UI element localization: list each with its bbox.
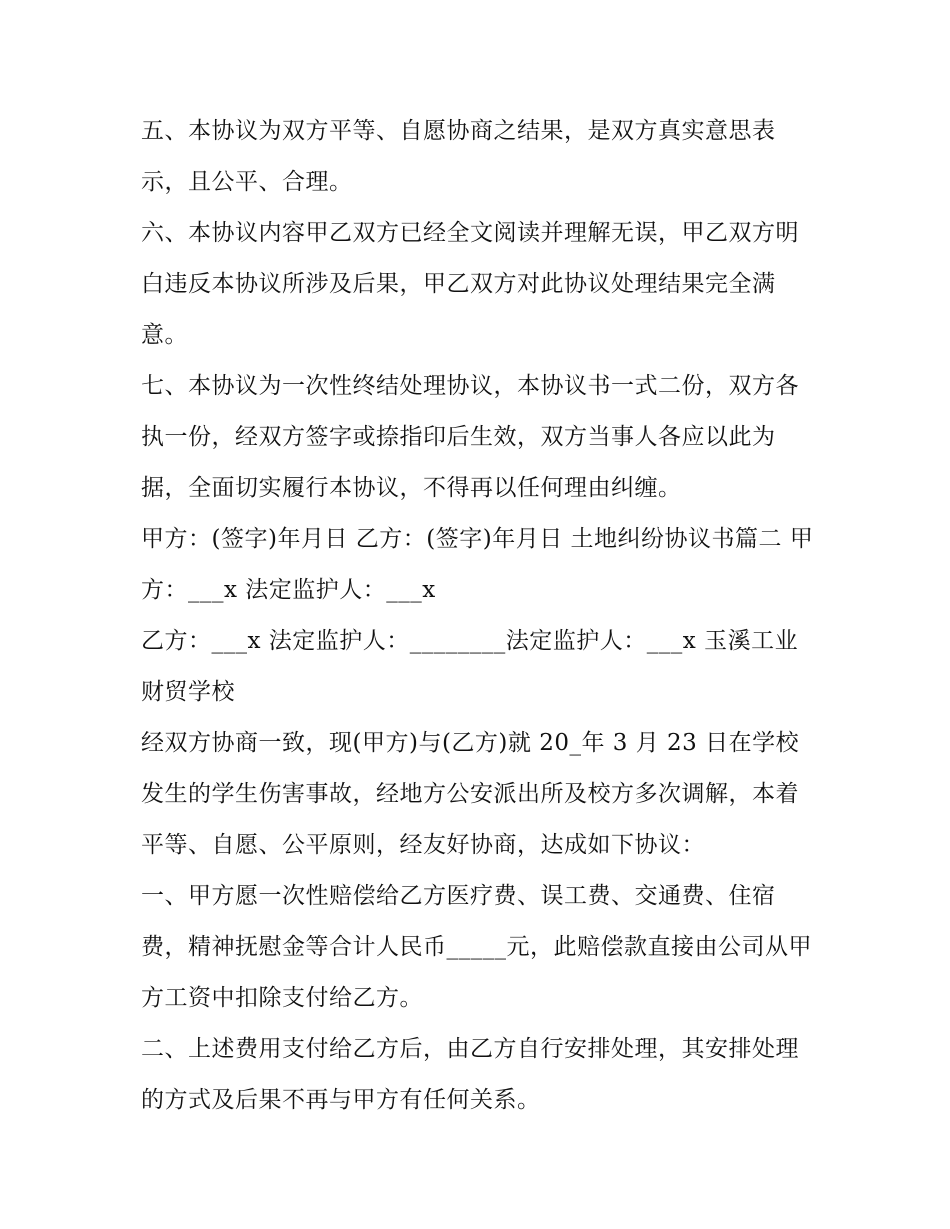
clause-5: 五、本协议为双方平等、自愿协商之结果，是双方真实意思表示，且公平、合理。 xyxy=(141,118,776,195)
agreement-intro: 经双方协商一致，现(甲方)与(乙方)就 20_年 3 月 23 日在学校发生的学生伤害事故，经地方公安派出所及校方多次调解，本着平等、自愿、公平原则，经友好协商，达成如下协议： xyxy=(141,730,800,858)
clause-1: 一、甲方愿一次性赔偿给乙方医疗费、误工费、交通费、住宿费，精神抚慰金等合计人民币_____元，此赔偿款直接由公司从甲方工资中扣除支付给乙方。 xyxy=(141,883,812,1011)
clause-6: 六、本协议内容甲乙双方已经全文阅读并理解无误，甲乙双方明白违反本协议所涉及后果，甲乙双方对此协议处理结果完全满意。 xyxy=(141,220,799,348)
document-body xyxy=(141,106,821,1126)
party-b-line: 乙方：___x 法定监护人：________法定监护人：___x 玉溪工业财贸学校 xyxy=(141,628,799,705)
signature-line: 甲方：(签字)年月日 乙方：(签字)年月日 土地纠纷协议书篇二 甲方：___x 法定监护人：___x xyxy=(141,526,814,603)
clause-2: 二、上述费用支付给乙方后，由乙方自行安排处理，其安排处理的方式及后果不再与甲方有任何关系。 xyxy=(141,1036,799,1113)
clause-7: 七、本协议为一次性终结处理协议，本协议书一式二份，双方各执一份，经双方签字或捺指印后生效，双方当事人各应以此为据，全面切实履行本协议，不得再以任何理由纠缠。 xyxy=(141,373,799,501)
